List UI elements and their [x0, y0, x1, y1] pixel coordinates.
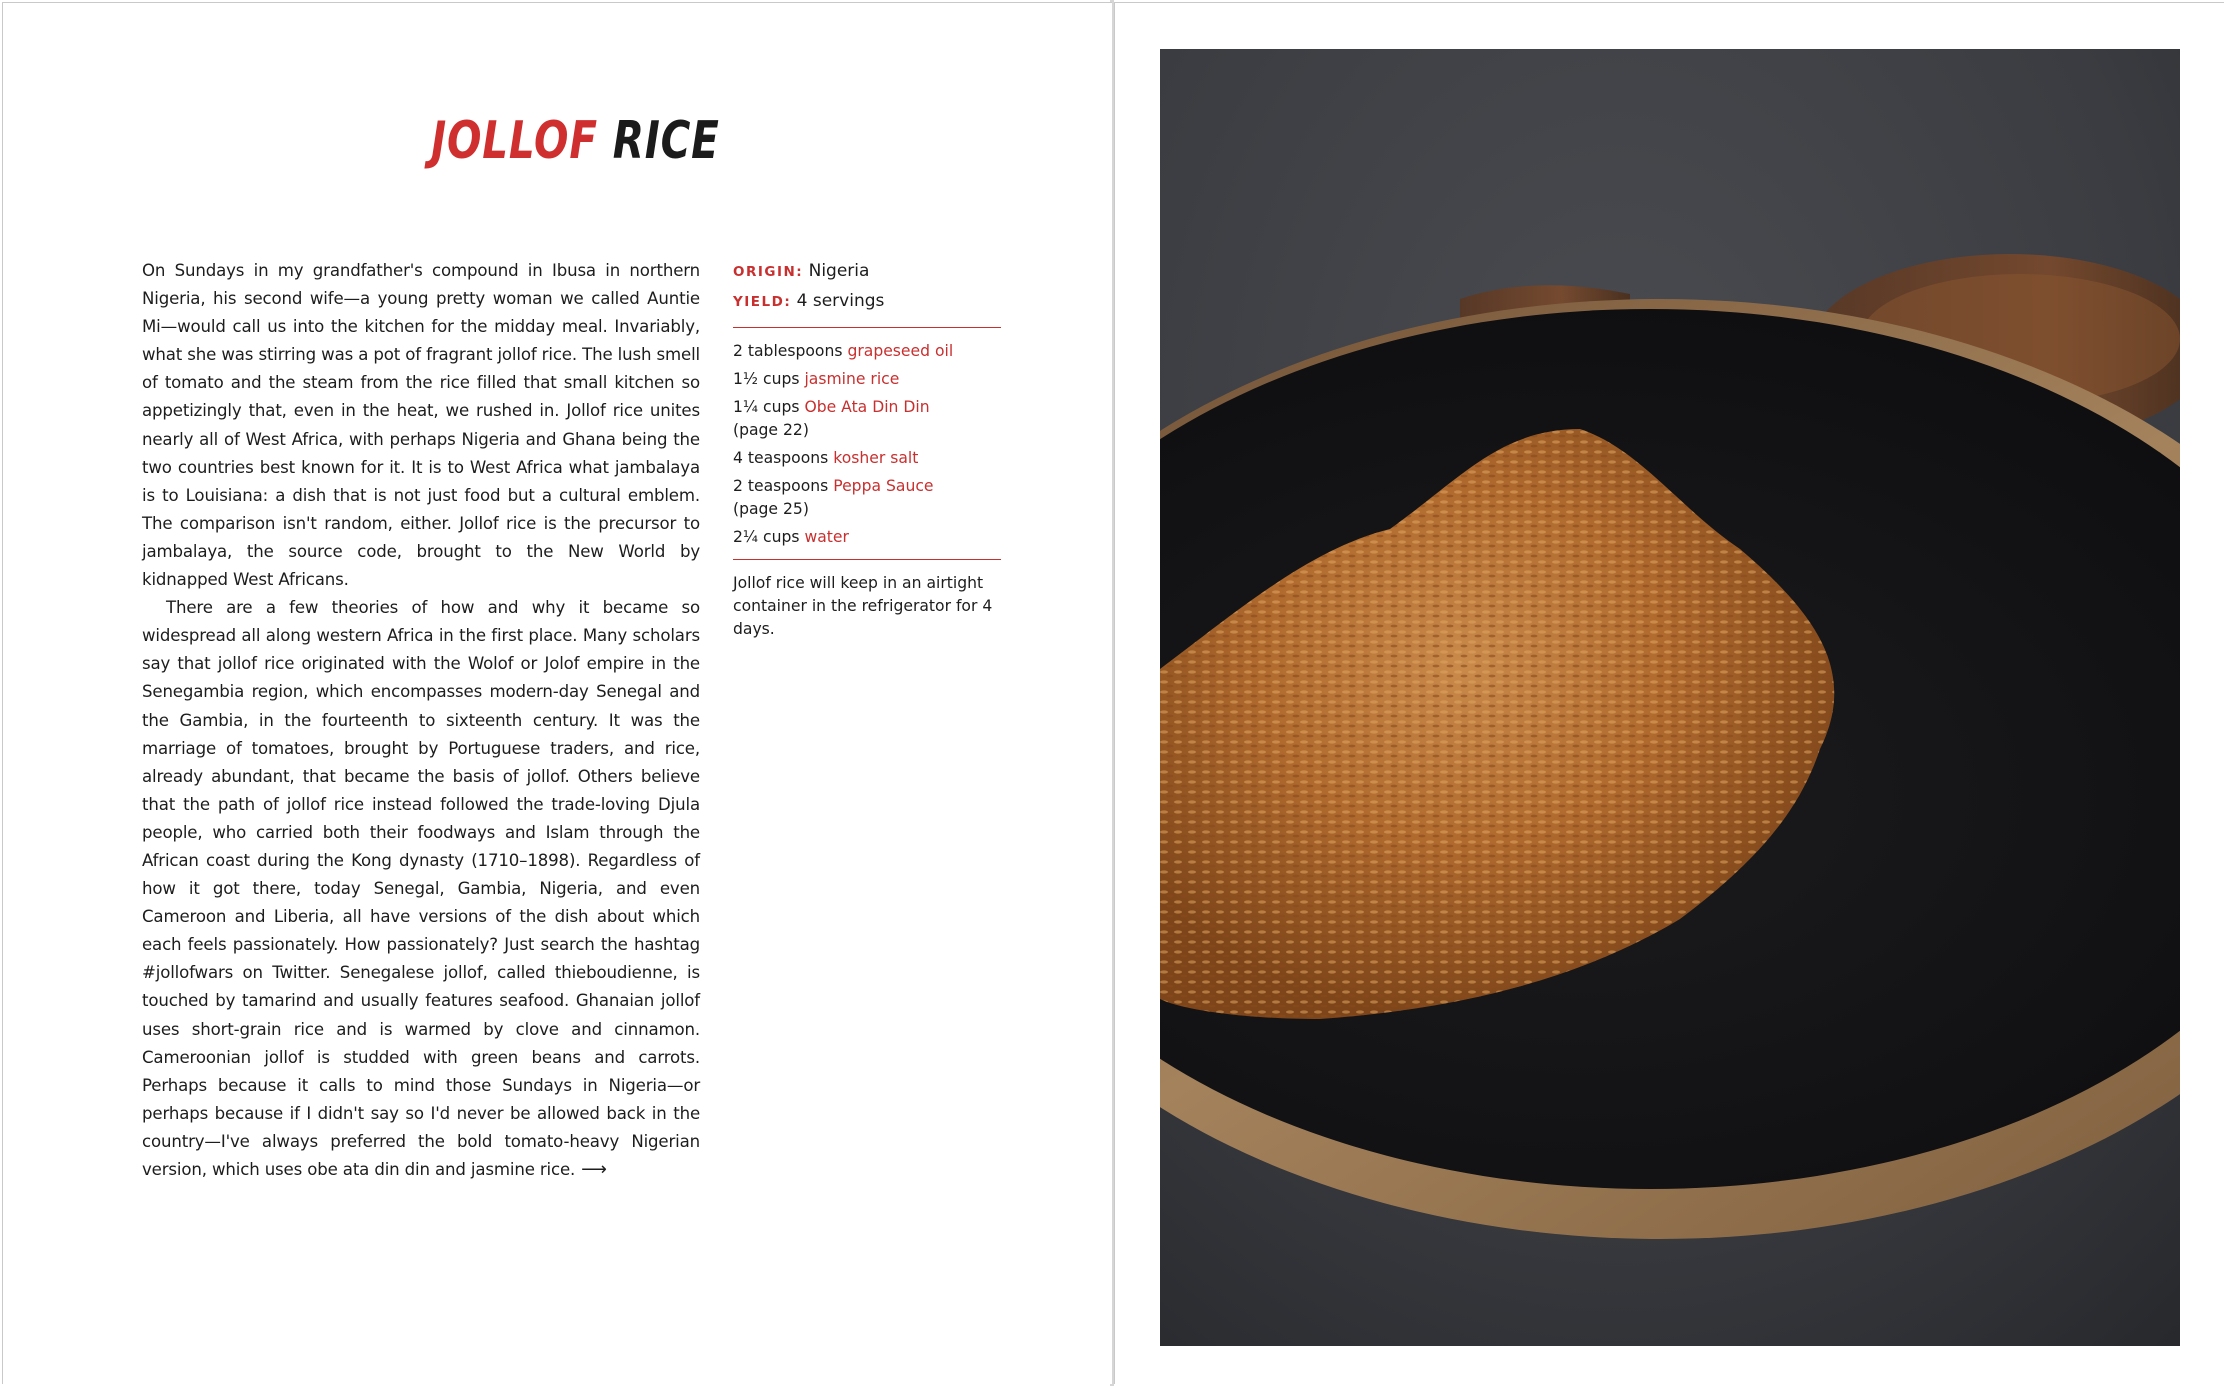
ingredient-name: water [804, 528, 849, 546]
intro-paragraph-1: On Sundays in my grandfather's compound in Ibusa in northern Nigeria, his second wife—a young pretty woman we called Auntie Mi—would call us into the kitchen for the midday meal. Invariably, what she was stirring was a pot of fragrant jollof rice. The lush smell of tomato and the steam from the rice filled that small kitchen so appetizingly that, even in the heat, we rushed in. Jollof rice unites nearly all of West Africa, with perhaps Nigeria and Ghana being the two countries best known for it. It is to West Africa what jambalaya is to Louisiana: a dish that is not just food but a cultural emblem. The comparison isn't random, either. Jollof rice is the precursor to jambalaya, the source code, brought to the New World by kidnapped West Africans. [142, 261, 700, 590]
storage-note: Jollof rice will keep in an airtight container in the refrigerator for 4 days. [733, 574, 993, 638]
ingredient-quantity: 4 teaspoons [733, 449, 829, 467]
origin-label: ORIGIN: [733, 264, 804, 280]
ingredient-page-ref: (page 25) [733, 500, 809, 518]
divider-top [733, 327, 1001, 328]
jollof-rice-photo-illustration [1160, 49, 2180, 1346]
ingredient-quantity: 1¼ cups [733, 398, 800, 416]
ingredient-quantity: 2 teaspoons [733, 477, 829, 495]
title-word-rice: RICE [612, 111, 720, 171]
jollof-rice-photo [1160, 49, 2180, 1346]
ingredient-name: Obe Ata Din Din [804, 398, 930, 416]
intro-paragraph-2 [142, 594, 700, 1184]
recipe-introduction [142, 257, 700, 1184]
ingredient-item [733, 526, 1001, 549]
ingredient-quantity: 2¼ cups [733, 528, 800, 546]
ingredient-item [733, 396, 1001, 442]
origin-value: Nigeria [808, 261, 870, 281]
ingredient-name: jasmine rice [804, 370, 900, 388]
recipe-title [129, 111, 1022, 171]
ingredient-name: grapeseed oil [847, 342, 954, 360]
yield-row [733, 287, 1001, 317]
divider-bottom [733, 559, 1001, 560]
left-page [2, 2, 1112, 1384]
ingredient-name: Peppa Sauce [833, 477, 934, 495]
ingredient-quantity: 1½ cups [733, 370, 800, 388]
ingredient-page-ref: (page 22) [733, 421, 809, 439]
yield-value: 4 servings [796, 291, 885, 311]
continue-arrow-icon: ⟶ [581, 1159, 607, 1180]
title-word-jollof: JOLLOF [431, 111, 598, 171]
recipe-sidebar [733, 257, 1001, 641]
ingredient-quantity: 2 tablespoons [733, 342, 843, 360]
ingredient-item [733, 475, 1001, 521]
ingredient-name: kosher salt [833, 449, 919, 467]
yield-label: YIELD: [733, 294, 792, 310]
ingredient-list [733, 340, 1001, 549]
intro-paragraph-2-text: There are a few theories of how and why it became so widespread all along western Africa in the first place. Many scholars say that jollof rice originated with the Wolof or Jolof empire in the Senegambia region, which encompasses modern-day Senegal and the Gambia, in the fourteenth to sixteenth century. It was the marriage of tomatoes, brought by Portuguese traders, and rice, already abundant, that became the basis of jollof. Others believe that the path of jollof rice instead followed the trade-loving Djula people, who carried both their foodways and Islam through the African coast during the Kong dynasty (1710–1898). Regardless of how it got there, today Senegal, Gambia, Nigeria, and even Cameroon and Liberia, all have versions of the dish about which each feels passionately. How passionately? Just search the hashtag #jollofwars on Twitter. Senegalese jollof, called thieboudienne, is touched by tamarind and usually features seafood. Ghanaian jollof uses short-grain rice and is warmed by clove and cinnamon. Cameroonian jollof is studded with green beans and carrots. Perhaps because it calls to mind those Sundays in Nigeria—or perhaps because if I didn't say so I'd never be allowed back in the country—I've always preferred the bold tomato-heavy Nigerian version, which uses obe ata din din and jasmine rice. [142, 598, 700, 1179]
ingredient-item [733, 368, 1001, 391]
ingredient-item [733, 340, 1001, 363]
ingredient-item [733, 447, 1001, 470]
origin-row [733, 257, 1001, 287]
